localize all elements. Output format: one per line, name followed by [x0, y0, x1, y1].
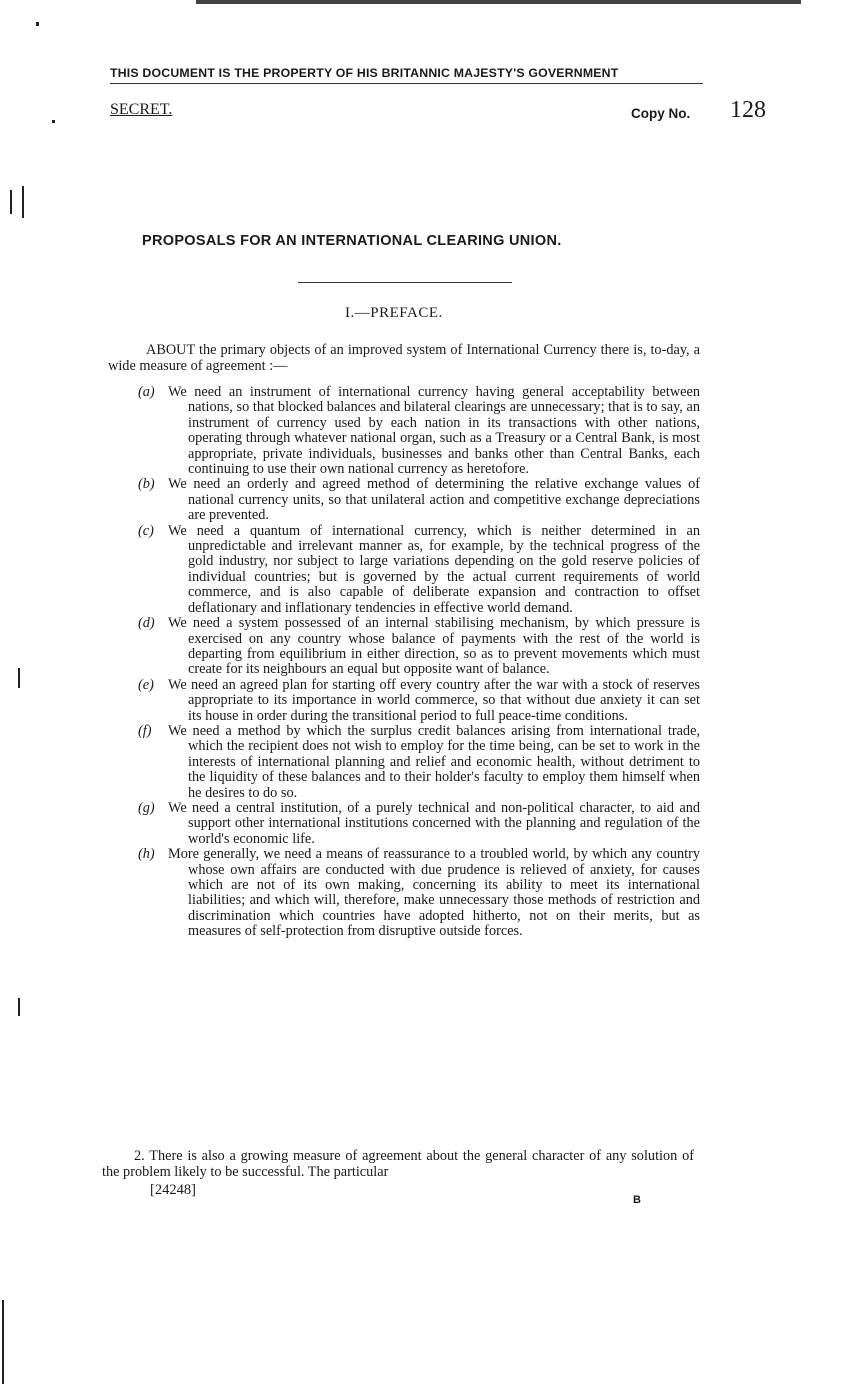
item-text: We need a system possessed of an internal stabilising mechanism, by which pressure is exercised on any country whose balance of payments with the rest of the world is departing from equilibrium in either direction, so as to prevent movements which must create for its neighbours an equal but opposite want of balance.	[168, 615, 700, 678]
scan-mark	[2, 1300, 4, 1384]
classification-label: SECRET.	[110, 101, 173, 118]
list-item	[138, 616, 700, 678]
item-marker: (f)	[138, 722, 152, 739]
item-text: More generally, we need a means of reassurance to a troubled world, by which any country whose own affairs are conducted with due prudence is relieved of anxiety, for causes which are not of its own making, concerning its ability to meet its international liabilities; and which will, therefore, make unnecessary those methods of restriction and discrimination which countries have adopted hitherto, not on their merits, but as measures of self-protection from disruptive outside forces.	[168, 846, 700, 940]
list-item	[138, 847, 700, 939]
scan-mark	[10, 190, 12, 214]
objectives-list	[138, 385, 700, 940]
scan-mark	[36, 22, 39, 26]
list-item	[138, 678, 700, 724]
section-heading: I.—PREFACE.	[345, 305, 443, 321]
list-item	[138, 477, 700, 523]
scan-mark	[18, 668, 20, 688]
list-item	[138, 801, 700, 847]
item-text: We need a central institution, of a purely technical and non-political character, to aid and support other international institutions concerned with the planning and regulation of the world's economic life.	[168, 799, 700, 847]
copy-number-label: Copy No.	[631, 106, 691, 121]
item-marker: (b)	[138, 476, 155, 493]
list-item	[138, 524, 700, 616]
item-text: We need a quantum of international currency, which is neither determined in an unpredictable and irrelevant manner as, for example, by the technical progress of the gold industry, nor subject to large variations depending on the gold reserve policies of individual countries; but is governed by the actual current requirements of world commerce, and is also capable of deliberate expansion and contraction to offset deflationary and inflationary tendencies in effective world demand.	[168, 522, 700, 616]
list-item	[138, 385, 700, 477]
intro-paragraph: ABOUT the primary objects of an improved system of International Currency there is, to-day, a wide measure of agreement :—	[108, 342, 700, 375]
item-marker: (e)	[138, 676, 154, 693]
item-text: We need an orderly and agreed method of determining the relative exchange values of national currency units, so that unilateral action and competitive exchange depreciations are prevented.	[168, 476, 700, 524]
scan-mark	[52, 120, 55, 123]
list-item	[138, 724, 700, 801]
item-text: We need an instrument of international currency having general acceptability between nations, so that blocked balances and bilateral clearings are unnecessary; that is to say, an instrument of currency used by each nation in its transactions with other nations, operating through whatever national organ, such as a Treasury or a Central Bank, is most appropriate, private individuals, businesses and banks other than Central Banks, each continuing to use their own national currency as heretofore.	[168, 384, 700, 478]
item-marker: (d)	[138, 615, 155, 632]
ownership-notice: THIS DOCUMENT IS THE PROPERTY OF HIS BRITANNIC MAJESTY'S GOVERNMENT	[110, 66, 619, 80]
item-marker: (g)	[138, 799, 155, 816]
item-marker: (a)	[138, 384, 155, 400]
header-rule	[110, 83, 703, 84]
item-marker: (c)	[138, 522, 154, 539]
item-text: We need a method by which the surplus credit balances arising from international trade, which the recipient does not wish to employ for the time being, can be set to work in the interests of international planning and relief and economic health, without detriment to the liquidity of these balances and to their holder's faculty to employ them himself when he desires to do so.	[168, 722, 700, 801]
paragraph-2: 2. There is also a growing measure of agreement about the general character of any solution of the problem likely to be successful. The particular	[102, 1148, 694, 1180]
scan-mark	[18, 998, 20, 1016]
item-text: We need an agreed plan for starting off every country after the war with a stock of reserves appropriate to its importance in world commerce, so that without due anxiety it can set its house in order during the transitional period to full peace-time conditions.	[168, 676, 700, 724]
scan-edge-line	[196, 0, 801, 4]
title-rule	[298, 282, 512, 283]
item-marker: (h)	[138, 846, 155, 863]
signature-mark: B	[633, 1194, 641, 1206]
scan-mark	[22, 186, 24, 218]
document-title: PROPOSALS FOR AN INTERNATIONAL CLEARING UNION.	[142, 233, 562, 249]
copy-number: 128	[730, 97, 766, 123]
document-reference: [24248]	[150, 1182, 196, 1198]
